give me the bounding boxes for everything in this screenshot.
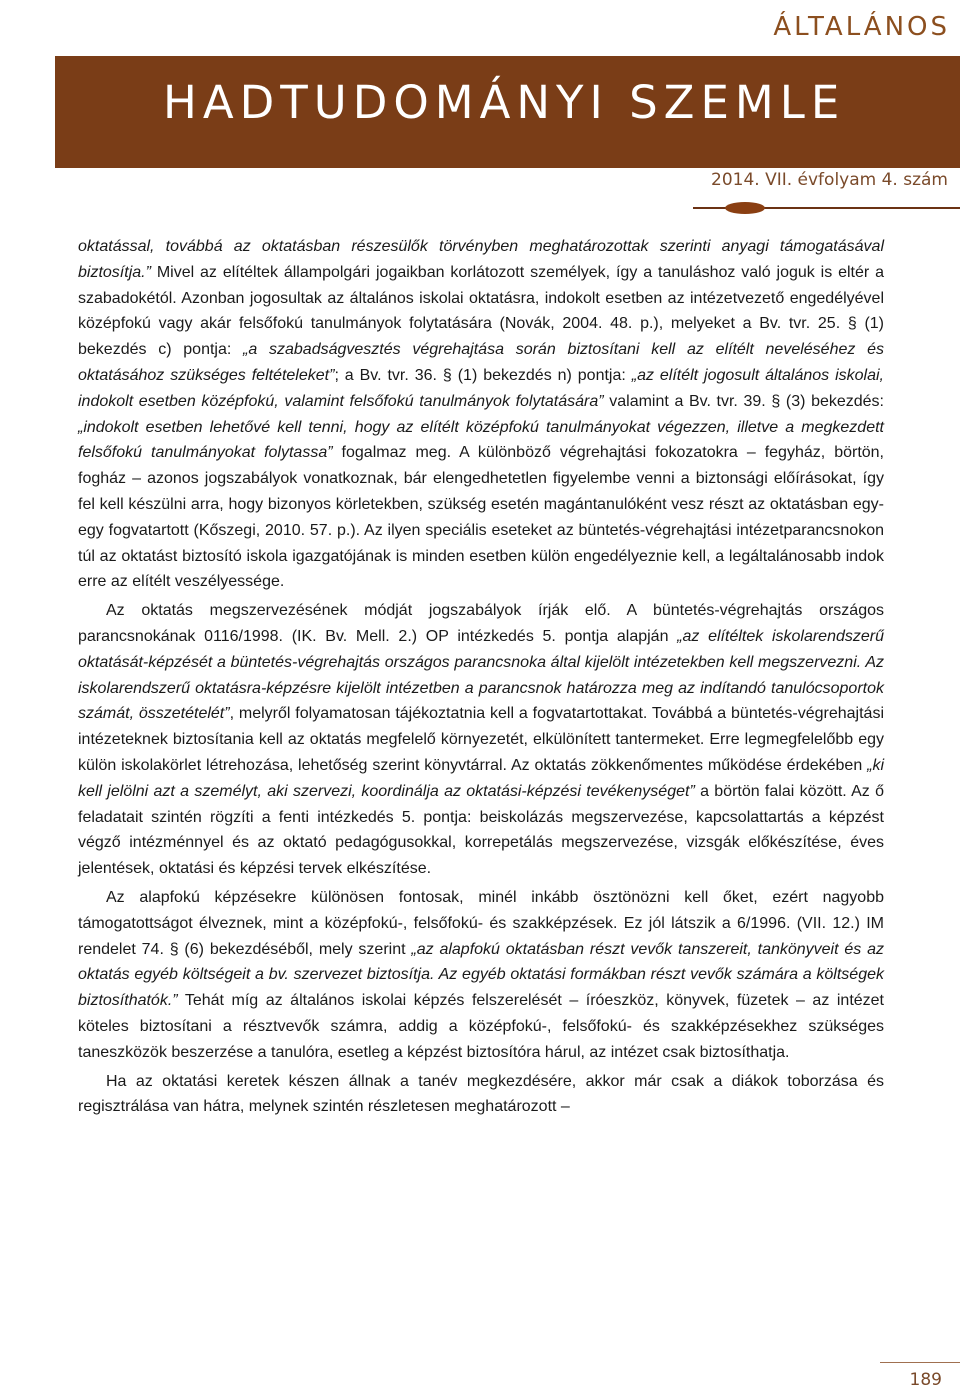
text-run: „indokolt esetben lehetővé kell tenni, hogy az elítélt középfokú tanulmányokat végezzen, illetve a megkezdett felsőfokú tanulmányokat folytassa” [78,418,884,462]
issue-info: 2014. VII. évfolyam 4. szám [711,170,948,190]
text-run: „az alapfokú oktatásban részt vevők tanszereit, tankönyveit és az oktatás egyéb költségeit a bv. szervezet biztosítja. Az egyéb oktatási formákban részt vevők számára a költségek biztosíthatók.” [78,940,885,1010]
text-run: a börtön falai között. Az ő feladatait szintén rögzíti a fenti intézkedés 5. pontja: beiskolázás megszervezése, kapcsolattartás a képzést végző intézménnyel és az oktató pedagógusokkal, korrepetálás megszervezése, vizsgák előkészítése, éves jelentések, oktatási és képzési tervek elkészítése. [78,782,884,878]
text-run: Mivel az elítéltek állampolgári jogaikban korlátozott személyek, így a tanuláshoz való joguk is eltér a szabadokétól. Azonban jogosultak az általános iskolai oktatásra, indokolt esetben az intézetvezető engedélyével középfokú vagy akár felsőfokú tanulmányok folytatására (Novák, 2004. 48. p.), melyeket a Bv. tvr. 25. § (1) bekezdés c) pontja: [78,263,885,359]
page-number: 189 [909,1370,942,1390]
paragraph [78,598,884,882]
text-run: „ki kell jelölni azt a személyt, aki szervezi, koordinálja az oktatási-képzési tevékenységet” [78,756,884,800]
text-run: fogalmaz meg. A különböző végrehajtási fokozatokra – fegyház, börtön, fogház – azonos jogszabályok vonatkoznak, bár elengedhetetlen figyelembe venni a biztonsági előírásokat, így fel kell készülni arra, hogy bizonyos körletekben, szükség esetén magántanulóként vesz részt az oktatásban egy-egy fogvatartott (Kőszegi, 2010. 57. p.). Az ilyen speciális eseteket az büntetés-végrehajtási intézetparancsnokon túl az oktatást biztosító iskola igazgatójának is minden esetben külön engedélyeznie kell, a legáltalánosabb indok erre az elítélt veszélyessége. [78,444,885,591]
text-run: , melyről folyamatosan tájékoztatnia kell a fogvatartottakat. Továbbá a büntetés-végrehajtási intézeteknek biztosítania kell az oktatás megfelelő környezetét, elkülönített tantermeket. Erre legmegfelelőbb egy külön iskolakörlet létrehozása, lehetőség szerint könyvtárral. Az oktatás zökkenőmentes működése érdekében [78,705,885,774]
text-run: „az elítéltek iskolarendszerű oktatását-képzését a büntetés-végrehajtás országos parancsnoka által kijelölt intézetekben kell megszervezni. Az iskolarendszerű oktatásra-képzésre kijelölt intézetben a parancsnok határozza meg az indítandó tanulócsoportok számát, összetételét” [78,627,884,723]
text-run: Az alapfokú képzésekre különösen fontosak, minél inkább ösztönözni kell őket, ezért nagyobb támogatottságot élveznek, mint a középfokú-, felsőfokú- és szakképzések. Ez jól látszik a 6/1996. (VII. 12.) IM rendelet 74. § (6) bekezdéséből, mely szerint [78,888,884,958]
paragraph [78,885,884,1066]
section-label: ÁLTALÁNOS [773,12,950,42]
text-run: valamint a Bv. tvr. 39. § (3) bekezdés: [603,392,885,410]
text-run: „az elítélt jogosult általános iskolai, indokolt esetben középfokú, valamint felsőfokú tanulmányok folytatására” [78,366,884,410]
paragraph [78,234,884,595]
text-run: Az oktatás megszervezésének módját jogszabályok írják elő. A büntetés-végrehajtás országos parancsnokának 0116/1998. (IK. Bv. Mell. 2.) OP intézkedés 5. pontja alapján [78,602,884,645]
text-run: „a szabadságvesztés végrehajtása során biztosítani kell az elítélt neveléséhez és oktatásához szükséges feltételeket” [78,341,885,384]
header-divider-ornament [725,202,765,214]
footer-divider [880,1362,960,1363]
paragraph [78,1069,884,1121]
text-run: Ha az oktatási keretek készen állnak a tanév megkezdésére, akkor már csak a diákok toborzása és regisztrálása van hátra, melynek szintén részletesen meghatározott – [78,1072,884,1116]
journal-title: HADTUDOMÁNYI SZEMLE [163,76,846,129]
text-run: ; a Bv. tvr. 36. § (1) bekezdés n) pontja: [334,366,632,384]
journal-banner [55,56,960,168]
text-run: oktatással, továbbá az oktatásban részesülők törvényben meghatározottak szerinti anyagi támogatásával biztosítja.” [78,238,884,281]
article-body [78,234,884,1120]
text-run: Tehát míg az általános iskolai képzés felszerelését – íróeszköz, könyvek, füzetek – az intézet köteles biztosítani a résztvevők számra, addig a középfokú-, felsőfokú- és szakképzésekhez szükséges taneszközök beszerzése a tanulóra, esetleg a képzést biztosítóra hárul, az intézet csak biztosíthatja. [78,992,884,1061]
